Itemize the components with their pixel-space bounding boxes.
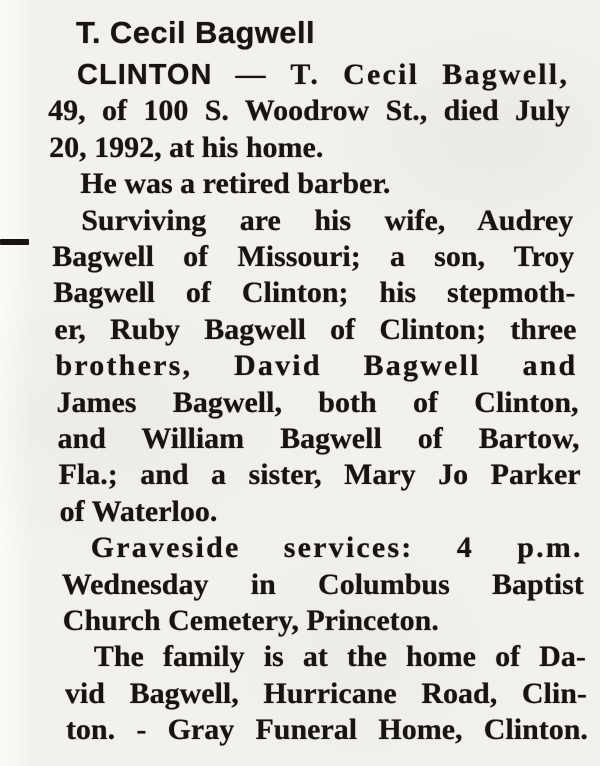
article-line (57, 385, 579, 422)
article-line-text: Fla.; and a sister, Mary Jo Parker (58, 458, 581, 492)
article-line (59, 457, 581, 494)
article-line-text: Graveside services: 4 p.m. (90, 531, 583, 565)
article-line (94, 639, 586, 676)
margin-dash-mark (0, 239, 29, 245)
obituary-headline: T. Cecil Bagwell (76, 15, 315, 50)
article-line (55, 348, 577, 385)
article-line (63, 603, 585, 640)
article-line (52, 239, 574, 276)
article-line-text: The family is at the home of Da- (93, 640, 586, 674)
article-line (53, 275, 575, 312)
article-line-text: er, Ruby Bagwell of Clinton; three (54, 312, 577, 346)
article-line (65, 676, 587, 713)
dateline: CLINTON (77, 59, 213, 91)
article-line (54, 312, 576, 349)
article-line-text: Surviving are his wife, Audrey (81, 203, 574, 237)
article-line-text: and William Bagwell of Bartow, (57, 422, 580, 455)
article-line (60, 494, 582, 531)
article-line-text: of Waterloo. (59, 494, 218, 528)
article-line-text: ton. - Gray Funeral Home, Clinton. (65, 713, 588, 747)
article-line-text: Bagwell of Missouri; a son, Troy (52, 240, 575, 273)
article-line (66, 712, 588, 749)
article-line (91, 530, 583, 567)
article-line-text: brothers, David Bagwell and (55, 349, 578, 383)
article-line-text: 20, 1992, at his home. (49, 130, 324, 164)
article-line (62, 567, 584, 604)
article-line-text: — T. Cecil Bagwell, (212, 58, 570, 91)
article-line (80, 166, 572, 203)
article-line (49, 130, 571, 167)
article-line-text: Wednesday in Columbus Baptist (61, 567, 584, 601)
article-line (81, 203, 573, 240)
article-line-text: He was a retired barber. (80, 167, 391, 201)
article-line-text: 49, of 100 S. Woodrow St., died July (48, 94, 571, 128)
article-line-text: vid Bagwell, Hurricane Road, Clin- (64, 676, 587, 710)
article-line (58, 421, 580, 458)
article-line (77, 57, 569, 94)
article-line-text: Bagwell of Clinton; his stepmoth- (53, 276, 576, 310)
article-line-text: James Bagwell, both of Clinton, (56, 385, 579, 419)
article-line (48, 93, 570, 130)
article-line-text: Church Cemetery, Princeton. (62, 604, 439, 637)
